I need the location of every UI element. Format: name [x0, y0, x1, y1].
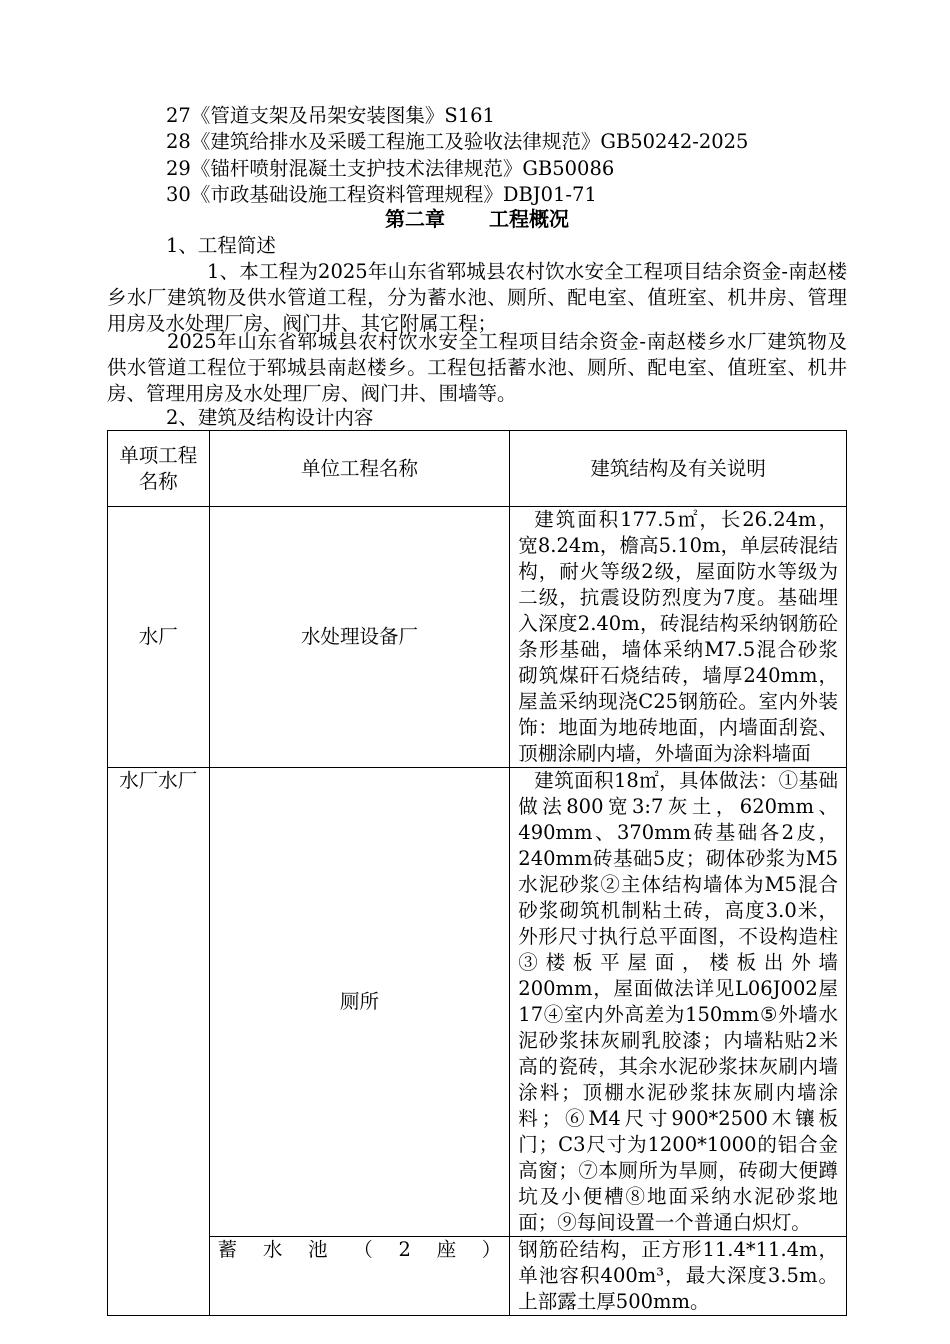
table-row [108, 768, 847, 1237]
reference-item: 29《锚杆喷射混凝土支护技术法律规范》GB50086 [166, 157, 615, 180]
table-row [108, 507, 847, 768]
section-heading: 1、工程简述 [166, 234, 276, 257]
chapter-heading [107, 206, 847, 232]
overview-paragraph: 1、本工程为2025年山东省郓城县农村饮水安全工程项目结余资金-南赵楼乡水厂建筑物及供水管道工程，分为蓄水池、厕所、配电室、值班室、机井房、管理用房及水处理厂房、阀门井、其它附属工程； [107, 260, 847, 335]
table-row [108, 1237, 847, 1316]
description-cell: 建筑面积18㎡，具体做法：①基础做法800宽3:7灰土，620mm、490mm、370mm砖基础各2皮，240mm砖基础5皮；砌体砂浆为M5水泥砂浆②主体结构墙体为M5混合砂浆砌筑机制粘土砖，高度3.0米，外形尺寸执行总平面图，不设构造柱③楼板平屋面，楼板出外墙200mm，屋面做法详见L06J002屋17④室内外高差为150mm⑤外墙水泥砂浆抹灰刷乳胶漆；内墙粘贴2米高的瓷砖，其余水泥砂浆抹灰刷内墙涂料；顶棚水泥砂浆抹灰刷内墙涂料；⑥M4尺寸900*2500木镶板门；C3尺寸为1200*1000的铝合金高窗；⑦本厕所为旱厕，砖砌大便蹲坑及小便槽⑧地面采纳水泥砂浆地面；⑨每间设置一个普通白炽灯。 [510, 768, 847, 1237]
unit-name-cell: 厕所 [209, 768, 510, 1237]
location-paragraph: 2025年山东省郓城县农村饮水安全工程项目结余资金-南赵楼乡水厂建筑物及供水管道工程位于郓城县南赵楼乡。工程包括蓄水池、厕所、配电室、值班室、机井房、管理用房及水处理厂房、阀门井、围墙等。 [107, 330, 847, 405]
description-cell: 建筑面积177.5㎡，长26.24m，宽8.24m，檐高5.10m，单层砖混结构，耐火等级2级，屋面防水等级为二级，抗震设防烈度为7度。基础埋入深度2.40m，砖混结构采纳钢筋砼条形基础，墙体采纳M7.5混合砂浆砌筑煤矸石烧结砖，墙厚240mm，屋盖采纳现浇C25钢筋砼。室内外装饰：地面为地砖地面，内墙面刮瓷、顶棚涂刷内墙，外墙面为涂料墙面 [510, 507, 847, 768]
unit-name-cell: 蓄水池（2座） [209, 1237, 510, 1316]
reference-item: 30《市政基础设施工程资料管理规程》DBJ01-71 [166, 183, 597, 206]
section-heading: 2、建筑及结构设计内容 [166, 406, 374, 429]
chapter-number: 第二章 [385, 207, 445, 231]
reference-item: 28《建筑给排水及采暖工程施工及验收法律规范》GB50242-2025 [166, 130, 749, 153]
header-unit-name: 单位工程名称 [209, 431, 510, 507]
header-item-name: 单项工程名称 [108, 431, 210, 507]
design-content-table [107, 430, 847, 1316]
header-description: 建筑结构及有关说明 [510, 431, 847, 507]
item-name-cell: 水厂水厂 [108, 768, 210, 1316]
chapter-title: 工程概况 [489, 207, 569, 231]
description-cell: 钢筋砼结构，正方形11.4*11.4m，单池容积400m³，最大深度3.5m。上部露土厚500mm。 [510, 1237, 847, 1316]
table-header-row [108, 431, 847, 507]
reference-item: 27《管道支架及吊架安装图集》S161 [166, 104, 495, 127]
item-name-cell: 水厂 [108, 507, 210, 768]
unit-name-cell: 水处理设备厂 [209, 507, 510, 768]
